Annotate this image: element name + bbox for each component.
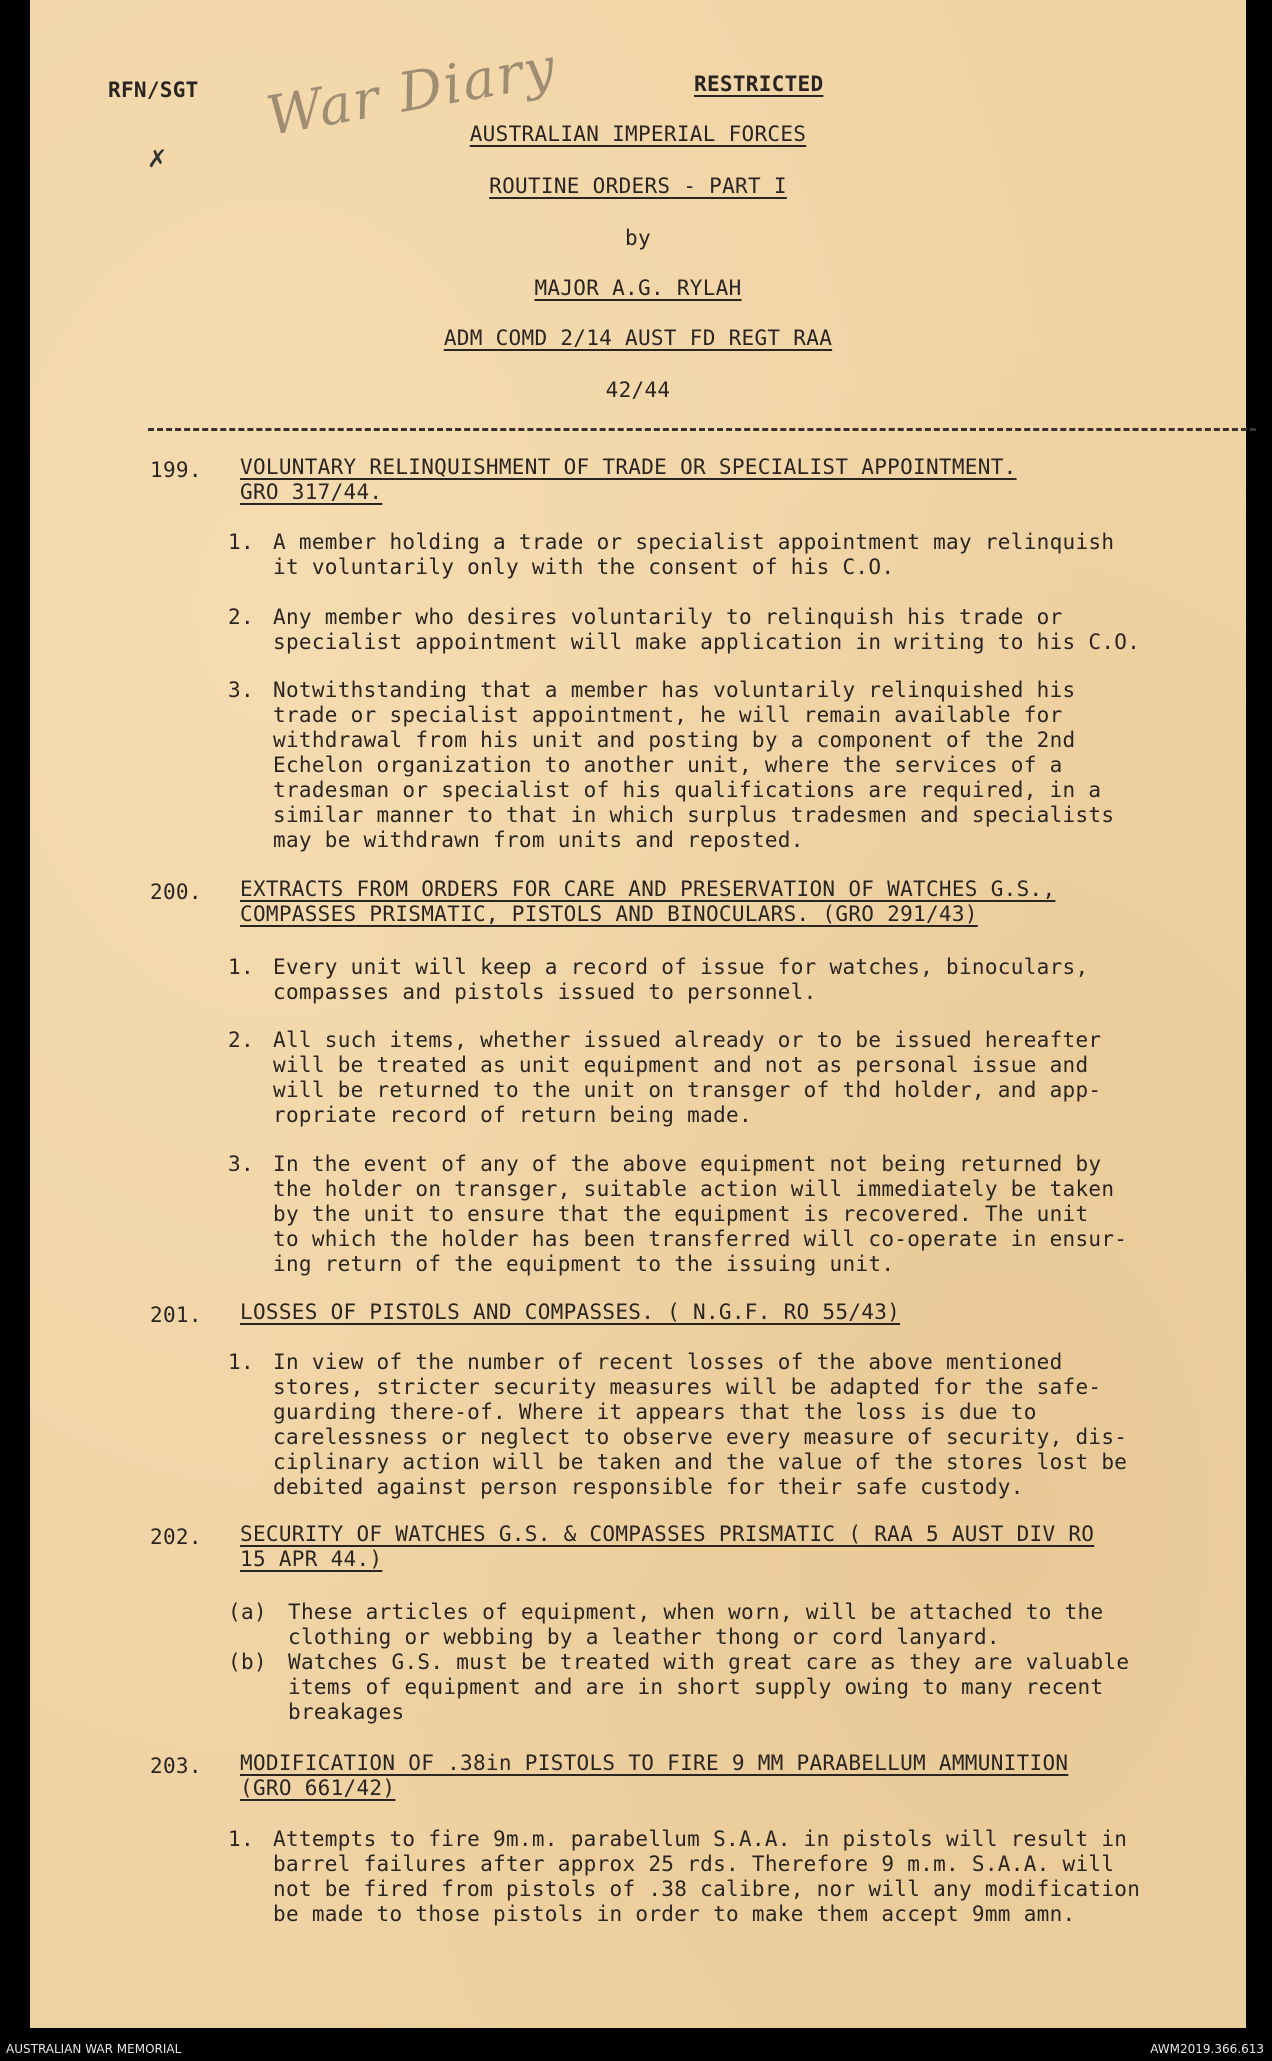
paragraph-text: Every unit will keep a record of issue for watches, binoculars, compasses and pistols issued to personnel. [273, 955, 1089, 1004]
paragraph-number: 3. [228, 678, 254, 702]
paragraph-text: Notwithstanding that a member has voluntarily relinquished his trade or specialist appointment, he will remain available for withdrawal from his unit and posting by a component of the 2nd Echelon organization to another unit, where the services of a tradesman or specialist of his qualifications are required, in a similar manner to that in which surplus tradesmen and specialists may be withdrawn from units and reposted. [273, 678, 1115, 852]
title-line-3: by [625, 226, 651, 250]
paragraph-number: 1. [228, 955, 254, 979]
footer-accession-number: AWM2019.366.613 [1150, 2042, 1264, 2056]
title-line-1: AUSTRALIAN IMPERIAL FORCES [469, 122, 807, 146]
paragraph-text: A member holding a trade or specialist appointment may relinquish it voluntarily only with the consent of his C.O. [273, 530, 1115, 579]
title-line-5: ADM COMD 2/14 AUST FD REGT RAA [443, 326, 833, 350]
section-title: VOLUNTARY RELINQUISHMENT OF TRADE OR SPECIALIST APPOINTMENT. GRO 317/44. [240, 455, 1017, 504]
paragraph-number: 2. [228, 1028, 254, 1052]
paragraph-text: All such items, whether issued already or to be issued hereafter will be treated as unit equipment and not as personal issue and will be returned to the unit on transger of thd holder, and app- ropriate record of return being made. [273, 1028, 1102, 1127]
paragraph-number: (a) [228, 1600, 267, 1624]
paragraph-number: 1. [228, 530, 254, 554]
reference-code: RFN/SGT [108, 78, 199, 102]
section-title: MODIFICATION OF .38in PISTOLS TO FIRE 9 MM PARABELLUM AMMUNITION (GRO 661/42) [240, 1751, 1069, 1800]
section-number: 201. [150, 1303, 202, 1327]
section-title: LOSSES OF PISTOLS AND COMPASSES. ( N.G.F. RO 55/43) [240, 1300, 901, 1324]
section-title: EXTRACTS FROM ORDERS FOR CARE AND PRESERVATION OF WATCHES G.S., COMPASSES PRISMATIC, PISTOLS AND BINOCULARS. (GRO 291/43) [240, 877, 1056, 926]
footer-bar [0, 2038, 1272, 2061]
paragraph-text: Any member who desires voluntarily to relinquish his trade or specialist appointment will make application in writing to his C.O. [273, 605, 1141, 654]
header-divider [148, 428, 1256, 431]
footer-credit: AUSTRALIAN WAR MEMORIAL [6, 2042, 182, 2056]
order-number: 42/44 [605, 378, 671, 402]
handwritten-mark-icon: ✗ [148, 140, 167, 175]
document-page [30, 0, 1246, 2028]
paragraph-number: (b) [228, 1650, 267, 1674]
title-line-4: MAJOR A.G. RYLAH [534, 276, 742, 300]
classification-label: RESTRICTED [694, 72, 824, 96]
section-number: 200. [150, 880, 202, 904]
paragraph-number: 1. [228, 1827, 254, 1851]
paragraph-text: Watches G.S. must be treated with great care as they are valuable items of equipment and are in short supply owing to many recent breakages [288, 1650, 1130, 1724]
paragraph-text: In view of the number of recent losses of the above mentioned stores, stricter security measures will be adapted for the safe- guarding there-of. Where it appears that the loss is due to carelessness or neglect to observe every measure of security, dis- ciplinary action will be taken and the value of the stores lost be debited against person responsible for their safe custody. [273, 1350, 1128, 1499]
handwritten-note: War Diary [261, 35, 562, 148]
paragraph-number: 3. [228, 1152, 254, 1176]
paragraph-number: 2. [228, 605, 254, 629]
section-number: 203. [150, 1754, 202, 1778]
section-number: 202. [150, 1525, 202, 1549]
paragraph-text: In the event of any of the above equipment not being returned by the holder on transger, suitable action will immediately be taken by the unit to ensure that the equipment is recovered. The unit to which the holder has been transferred will co-operate in ensur- ing return of the equipment to the issuing unit. [273, 1152, 1128, 1276]
paragraph-text: Attempts to fire 9m.m. parabellum S.A.A. in pistols will result in barrel failures after approx 25 rds. Therefore 9 m.m. S.A.A. will not be fired from pistols of .38 calibre, nor will any modification be made to those pistols in order to make them accept 9mm amn. [273, 1827, 1141, 1926]
title-line-2: ROUTINE ORDERS - PART I [489, 174, 787, 198]
paragraph-text: These articles of equipment, when worn, will be attached to the clothing or webbing by a leather thong or cord lanyard. [288, 1600, 1104, 1649]
paragraph-number: 1. [228, 1350, 254, 1374]
section-number: 199. [150, 458, 202, 482]
section-title: SECURITY OF WATCHES G.S. & COMPASSES PRISMATIC ( RAA 5 AUST DIV RO 15 APR 44.) [240, 1522, 1095, 1571]
